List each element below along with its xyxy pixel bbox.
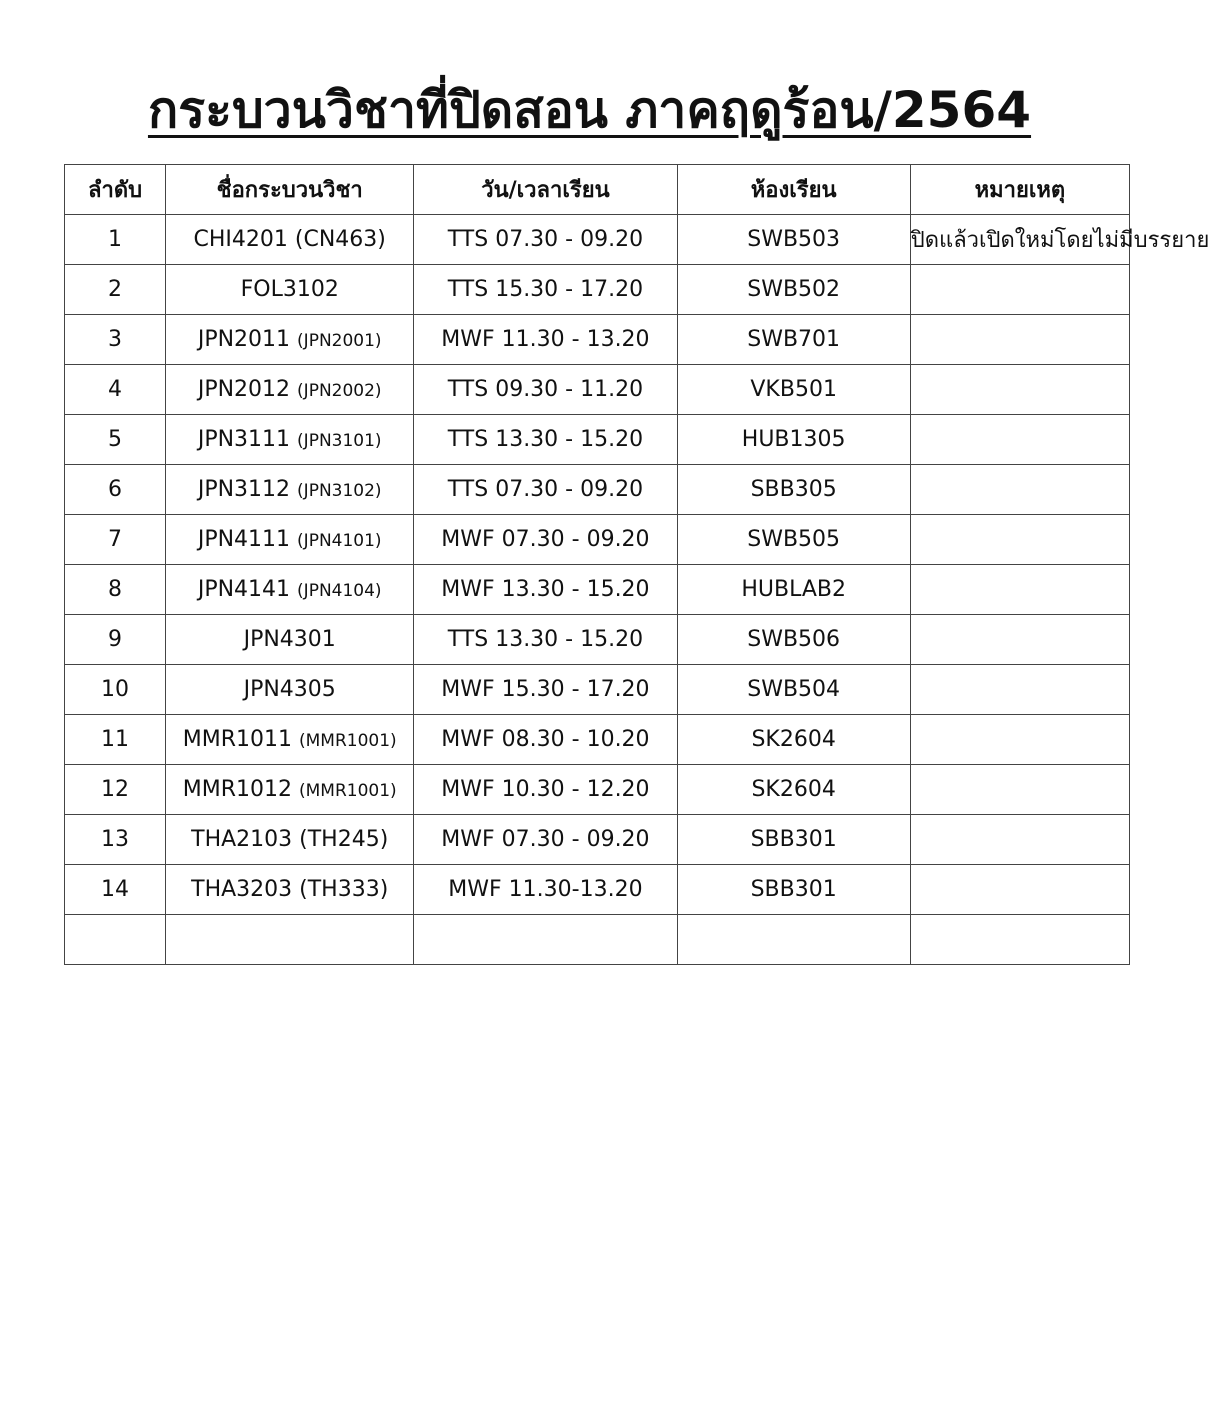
courses-table <box>64 164 1209 965</box>
classroom: VKB501 <box>677 365 910 415</box>
course-name <box>166 865 414 915</box>
header-row <box>65 165 1130 215</box>
class-time: MWF 07.30 - 09.20 <box>414 815 677 865</box>
row-number: 1 <box>65 215 166 265</box>
remark <box>910 915 1129 965</box>
classroom <box>677 915 910 965</box>
table-row <box>65 465 1130 515</box>
row-number: 8 <box>65 565 166 615</box>
row-number: 12 <box>65 765 166 815</box>
course-name <box>166 565 414 615</box>
course-code: MMR1011 <box>182 727 292 752</box>
course-code: JPN4301 <box>243 627 336 652</box>
table-row <box>65 865 1130 915</box>
remark <box>910 465 1129 515</box>
course-name <box>166 265 414 315</box>
row-number: 2 <box>65 265 166 315</box>
class-time: TTS 13.30 - 15.20 <box>414 615 677 665</box>
remark <box>910 765 1129 815</box>
class-time: MWF 15.30 - 17.20 <box>414 665 677 715</box>
remark <box>910 515 1129 565</box>
course-old-code: (JPN2002) <box>297 381 382 401</box>
course-name <box>166 765 414 815</box>
course-old-code: (JPN4104) <box>297 581 382 601</box>
row-number: 14 <box>65 865 166 915</box>
course-code: CHI4201 (CN463) <box>193 227 386 252</box>
page-title <box>0 70 1179 150</box>
class-time: MWF 10.30 - 12.20 <box>414 765 677 815</box>
table-row <box>65 265 1130 315</box>
course-name <box>166 365 414 415</box>
course-code: JPN3112 <box>197 477 291 502</box>
class-time: MWF 07.30 - 09.20 <box>414 515 677 565</box>
table-row <box>65 915 1130 965</box>
class-time: MWF 08.30 - 10.20 <box>414 715 677 765</box>
course-old-code: (MMR1001) <box>298 781 397 801</box>
row-number: 11 <box>65 715 166 765</box>
row-number: 9 <box>65 615 166 665</box>
course-code: JPN4141 <box>197 577 291 602</box>
row-number <box>65 915 166 965</box>
course-old-code: (MMR1001) <box>298 731 397 751</box>
classroom: SBB301 <box>677 865 910 915</box>
course-name <box>166 665 414 715</box>
table-row <box>65 715 1130 765</box>
classroom: SWB502 <box>677 265 910 315</box>
course-code: JPN4111 <box>197 527 291 552</box>
classroom: SWB506 <box>677 615 910 665</box>
course-code: JPN2011 <box>197 327 291 352</box>
course-name <box>166 715 414 765</box>
course-code: THA2103 (TH245) <box>191 827 389 852</box>
class-time <box>414 915 677 965</box>
table-row <box>65 665 1130 715</box>
course-code: JPN4305 <box>243 677 336 702</box>
course-old-code: (JPN2001) <box>297 331 382 351</box>
course-name <box>166 915 414 965</box>
course-name <box>166 465 414 515</box>
class-time: TTS 07.30 - 09.20 <box>414 215 677 265</box>
remark <box>910 815 1129 865</box>
classroom: HUBLAB2 <box>677 565 910 615</box>
course-code: JPN2012 <box>197 377 291 402</box>
row-number: 7 <box>65 515 166 565</box>
class-time: MWF 11.30-13.20 <box>414 865 677 915</box>
course-name <box>166 315 414 365</box>
remark: ปิดแล้วเปิดใหม่โดยไม่มีบรรยาย <box>910 215 1129 265</box>
row-number: 4 <box>65 365 166 415</box>
table-row <box>65 765 1130 815</box>
course-old-code: (JPN3101) <box>297 431 382 451</box>
class-time: MWF 13.30 - 15.20 <box>414 565 677 615</box>
remark <box>910 615 1129 665</box>
remark <box>910 565 1129 615</box>
course-code: THA3203 (TH333) <box>191 877 389 902</box>
class-time: TTS 15.30 - 17.20 <box>414 265 677 315</box>
header-course: ชื่อกระบวนวิชา <box>166 165 414 215</box>
classroom: SWB503 <box>677 215 910 265</box>
remark <box>910 365 1129 415</box>
remark <box>910 715 1129 765</box>
page-title-text: กระบวนวิชาที่ปิดสอน ภาคฤดูร้อน/2564 <box>147 81 1032 139</box>
course-name <box>166 415 414 465</box>
classroom: SBB301 <box>677 815 910 865</box>
course-name <box>166 615 414 665</box>
header-room: ห้องเรียน <box>677 165 910 215</box>
table-row <box>65 615 1130 665</box>
course-name <box>166 515 414 565</box>
course-code: JPN3111 <box>197 427 291 452</box>
header-time: วัน/เวลาเรียน <box>414 165 677 215</box>
table-row <box>65 515 1130 565</box>
classroom: SWB504 <box>677 665 910 715</box>
remark <box>910 415 1129 465</box>
row-number: 6 <box>65 465 166 515</box>
classroom: SWB505 <box>677 515 910 565</box>
table-row <box>65 815 1130 865</box>
class-time: TTS 07.30 - 09.20 <box>414 465 677 515</box>
table-row <box>65 415 1130 465</box>
class-time: MWF 11.30 - 13.20 <box>414 315 677 365</box>
course-old-code: (JPN4101) <box>297 531 382 551</box>
table-row <box>65 365 1130 415</box>
course-code: FOL3102 <box>240 277 339 302</box>
course-code: MMR1012 <box>182 777 292 802</box>
classroom: HUB1305 <box>677 415 910 465</box>
course-name <box>166 215 414 265</box>
classroom: SWB701 <box>677 315 910 365</box>
class-time: TTS 09.30 - 11.20 <box>414 365 677 415</box>
remark <box>910 315 1129 365</box>
course-name <box>166 815 414 865</box>
table-row <box>65 315 1130 365</box>
remark <box>910 865 1129 915</box>
course-old-code: (JPN3102) <box>297 481 382 501</box>
header-no: ลำดับ <box>65 165 166 215</box>
class-time: TTS 13.30 - 15.20 <box>414 415 677 465</box>
remark <box>910 665 1129 715</box>
row-number: 13 <box>65 815 166 865</box>
remark <box>910 265 1129 315</box>
row-number: 5 <box>65 415 166 465</box>
table-row <box>65 565 1130 615</box>
classroom: SK2604 <box>677 715 910 765</box>
row-number: 3 <box>65 315 166 365</box>
header-note: หมายเหตุ <box>910 165 1129 215</box>
table-row <box>65 215 1130 265</box>
table-body <box>65 215 1209 965</box>
classroom: SBB305 <box>677 465 910 515</box>
row-number: 10 <box>65 665 166 715</box>
classroom: SK2604 <box>677 765 910 815</box>
